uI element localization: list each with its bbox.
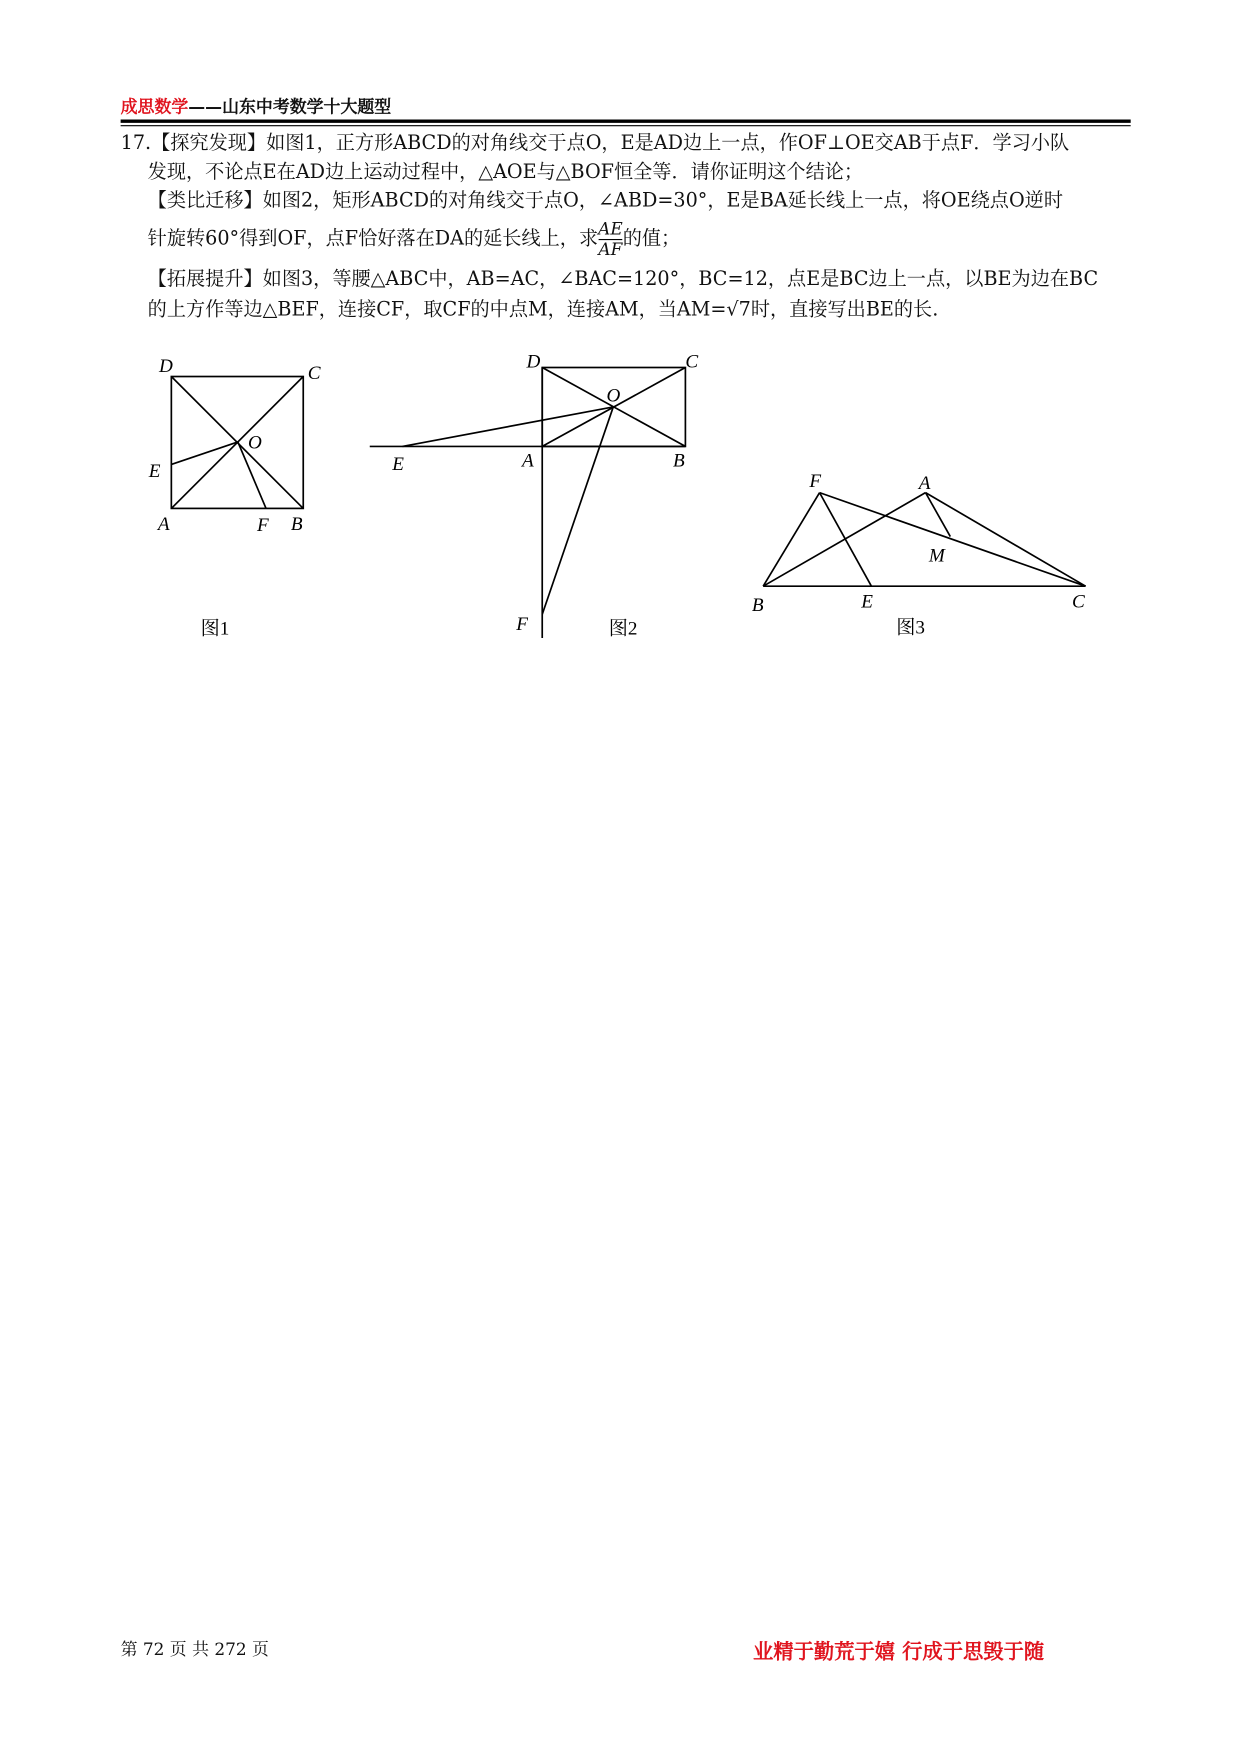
label: C xyxy=(685,351,699,373)
problem-line: 17.【探究发现】如图1，正方形ABCD的对角线交于点O，E是AD边上一点，作OF⊥OE交AB于点F．学习小队 xyxy=(120,131,1070,155)
figure-1 xyxy=(148,356,321,640)
label: E xyxy=(392,454,405,476)
label: F xyxy=(257,514,269,536)
label: B xyxy=(751,594,764,616)
label: E xyxy=(861,591,873,613)
label: E xyxy=(148,460,161,482)
label: O xyxy=(606,385,621,407)
brand: 成思数学 xyxy=(120,96,189,118)
label: A xyxy=(157,513,170,535)
label: D xyxy=(526,351,541,373)
text: 的值； xyxy=(622,227,681,251)
numerator: AE xyxy=(598,218,623,239)
figure-3 xyxy=(752,471,1086,639)
problem-line: 【类比迁移】如图2，矩形ABCD的对角线交于点O，∠ABD=30°，E是BA延长线上一点，将OE绕点O逆时 xyxy=(147,189,1064,212)
problem-line: 发现，不论点E在AD边上运动过程中，△AOE与△BOF恒全等．请你证明这个结论； xyxy=(147,161,864,184)
problem-line: 【拓展提升】如图3，等腰△ABC中，AB=AC，∠BAC=120°，BC=12，点E是BC边上一点，以BE为边在BC xyxy=(147,268,1099,291)
label: A xyxy=(521,450,534,472)
page-number: 第 72 页 共 272 页 xyxy=(120,1639,269,1660)
label: A xyxy=(918,473,931,495)
figure-2 xyxy=(370,351,699,639)
footer-motto: 业精于勤荒于嬉 行成于思毁于随 xyxy=(753,1640,1045,1664)
label: F xyxy=(809,470,822,492)
denominator: AF xyxy=(598,238,623,260)
figure-caption: 图3 xyxy=(896,617,925,639)
label: M xyxy=(928,545,945,567)
label: D xyxy=(158,356,173,378)
problem-line: 的上方作等边△BEF，连接CF，取CF的中点M，连接AM，当AM=√7时，直接写出BE的长. xyxy=(147,298,939,322)
label: F xyxy=(516,614,529,636)
text: 针旋转60°得到OF，点F恰好落在DA的延长线上，求 xyxy=(147,227,599,251)
label: O xyxy=(248,432,262,454)
label: C xyxy=(307,362,321,384)
figure-caption: 图1 xyxy=(200,618,230,640)
label: B xyxy=(672,450,685,472)
header-subtitle: ——山东中考数学十大题型 xyxy=(188,96,392,118)
label: C xyxy=(1072,591,1085,613)
label: B xyxy=(290,513,303,535)
figure-caption: 图2 xyxy=(608,618,638,640)
